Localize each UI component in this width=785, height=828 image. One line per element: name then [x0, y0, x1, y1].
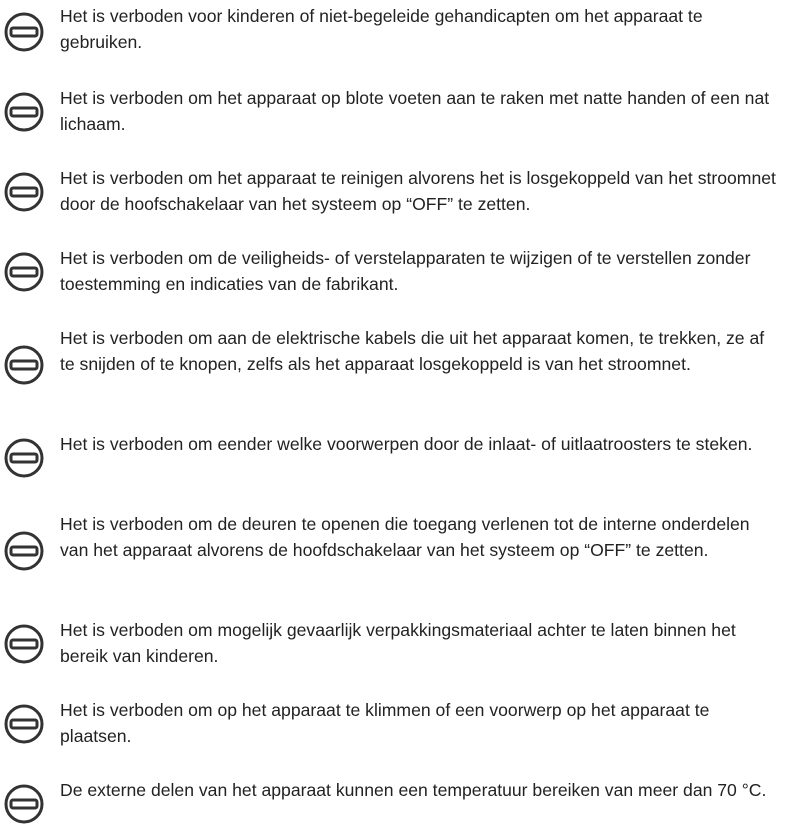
item-text: Het is verboden om het apparaat op blote voeten aan te raken met natte handen of een nat lichaam. — [60, 88, 770, 134]
prohibition-icon — [4, 12, 44, 52]
item-text: Het is verboden om de veiligheids- of verstelapparaten te wijzigen of te verstellen zonder toestemming en indicaties van de fabrikant. — [60, 248, 751, 294]
item-text: Het is verboden om het apparaat te reinigen alvorens het is losgekoppeld van het stroomnet door de hoofschakelaar van het systeem op “OFF” te zetten. — [60, 168, 776, 214]
item-text: Het is verboden om de deuren te openen die toegang verlenen tot de interne onderdelen van het apparaat alvorens de hoofdschakelaar van het systeem op “OFF” te zetten. — [60, 514, 750, 560]
item-text: Het is verboden om eender welke voorwerpen door de inlaat- of uitlaatroosters te steken. — [60, 434, 753, 454]
prohibition-icon — [4, 172, 44, 212]
prohibition-icon — [4, 624, 44, 664]
prohibition-icon — [4, 252, 44, 292]
item-text: Het is verboden om aan de elektrische kabels die uit het apparaat komen, te trekken, ze af te snijden of te knopen, zelfs als het apparaat losgekoppeld is van het stroomnet. — [60, 328, 765, 374]
item-text: Het is verboden voor kinderen of niet-begeleide gehandicapten om het apparaat te gebruiken. — [60, 6, 703, 52]
prohibition-icon — [4, 92, 44, 132]
prohibition-icon — [4, 784, 44, 824]
item-text: De externe delen van het apparaat kunnen een temperatuur bereiken van meer dan 70 °C. — [60, 780, 767, 800]
prohibition-icon — [4, 704, 44, 744]
prohibition-icon — [4, 438, 44, 478]
item-text: Het is verboden om mogelijk gevaarlijk verpakkingsmateriaal achter te laten binnen het bereik van kinderen. — [60, 620, 736, 666]
item-text: Het is verboden om op het apparaat te klimmen of een voorwerp op het apparaat te plaatsen. — [60, 700, 710, 746]
prohibition-icon — [4, 345, 44, 385]
prohibition-icon — [4, 531, 44, 571]
